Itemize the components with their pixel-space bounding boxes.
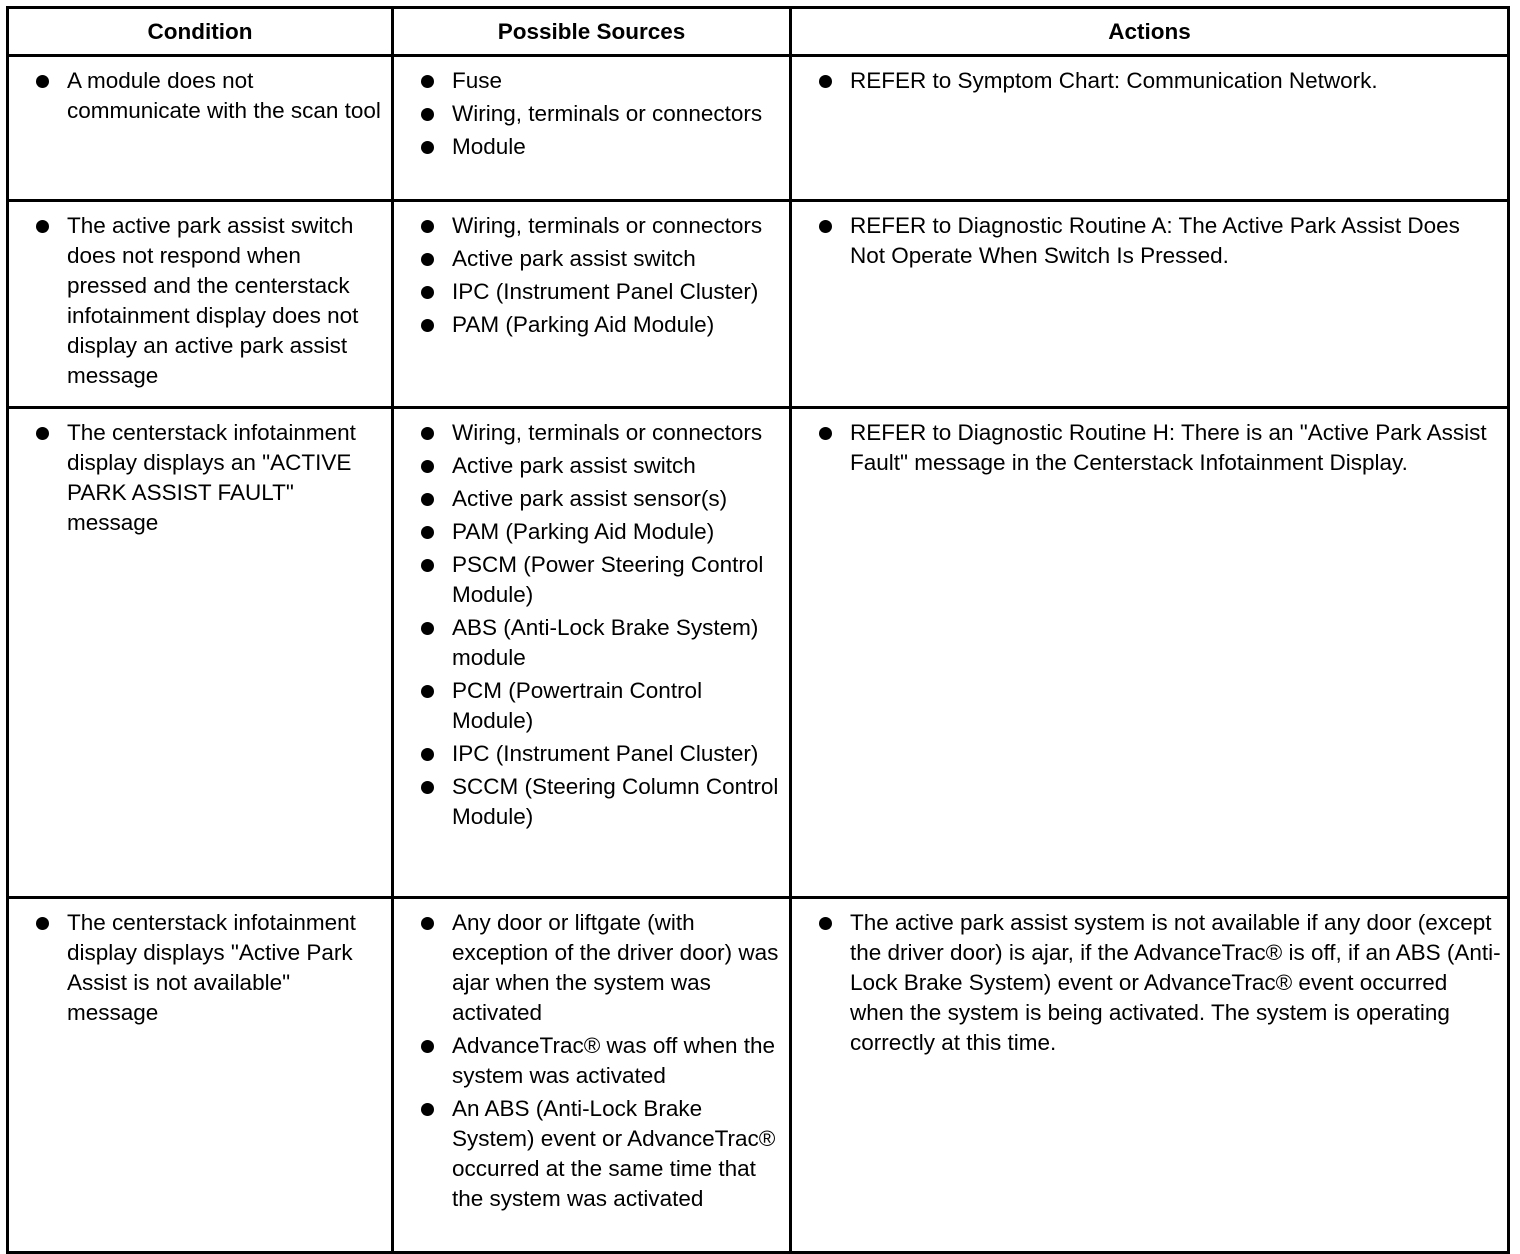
action-item-text: REFER to Symptom Chart: Communication Network. bbox=[850, 68, 1378, 93]
bullet-icon bbox=[421, 781, 434, 794]
condition-cell bbox=[8, 898, 393, 1253]
source-item bbox=[394, 1094, 783, 1214]
bullet-list bbox=[394, 211, 783, 340]
table-row bbox=[8, 56, 1509, 201]
source-item-text: IPC (Instrument Panel Cluster) bbox=[452, 279, 759, 304]
bullet-list bbox=[9, 211, 385, 391]
actions-cell bbox=[791, 56, 1509, 201]
condition-item-text: The active park assist switch does not respond when pressed and the centerstack infotainment display does not display an active park assist message bbox=[67, 213, 359, 388]
table-row bbox=[8, 408, 1509, 898]
bullet-icon bbox=[421, 917, 434, 930]
bullet-icon bbox=[421, 1040, 434, 1053]
source-item-text: IPC (Instrument Panel Cluster) bbox=[452, 741, 759, 766]
action-item-text: REFER to Diagnostic Routine A: The Active Park Assist Does Not Operate When Switch Is Pressed. bbox=[850, 213, 1460, 268]
header-actions: Actions bbox=[791, 8, 1509, 56]
bullet-icon bbox=[819, 917, 832, 930]
bullet-list bbox=[792, 418, 1501, 478]
source-item bbox=[394, 418, 783, 448]
source-item bbox=[394, 772, 783, 832]
source-item bbox=[394, 739, 783, 769]
source-item-text: Fuse bbox=[452, 68, 503, 93]
bullet-list bbox=[792, 66, 1501, 96]
symptom-table bbox=[6, 6, 1510, 1254]
source-item-text: Wiring, terminals or connectors bbox=[452, 101, 763, 126]
action-item-text: The active park assist system is not available if any door (except the driver door) is ajar, if the AdvanceTrac® is off, if an ABS (Anti-Lock Brake System) event or AdvanceTrac® event occurred when the system is being activated. The system is operating correctly at this time. bbox=[850, 910, 1501, 1055]
source-item bbox=[394, 676, 783, 736]
condition-cell bbox=[8, 56, 393, 201]
bullet-list bbox=[792, 211, 1501, 271]
condition-item bbox=[9, 211, 385, 391]
source-item-text: Module bbox=[452, 134, 526, 159]
source-item-text: SCCM (Steering Column Control Module) bbox=[452, 774, 779, 829]
bullet-icon bbox=[421, 75, 434, 88]
header-condition: Condition bbox=[8, 8, 393, 56]
condition-cell bbox=[8, 408, 393, 898]
possible-sources-cell bbox=[393, 201, 791, 408]
bullet-icon bbox=[421, 319, 434, 332]
bullet-icon bbox=[421, 220, 434, 233]
source-item bbox=[394, 277, 783, 307]
source-item bbox=[394, 517, 783, 547]
condition-cell bbox=[8, 201, 393, 408]
actions-cell bbox=[791, 898, 1509, 1253]
table-body bbox=[8, 56, 1509, 1253]
condition-item-text: The centerstack infotainment display displays an "ACTIVE PARK ASSIST FAULT" message bbox=[67, 420, 356, 535]
bullet-icon bbox=[421, 748, 434, 761]
source-item bbox=[394, 908, 783, 1028]
source-item bbox=[394, 99, 783, 129]
bullet-icon bbox=[421, 427, 434, 440]
condition-item bbox=[9, 908, 385, 1028]
source-item bbox=[394, 211, 783, 241]
bullet-icon bbox=[421, 108, 434, 121]
action-item bbox=[792, 211, 1501, 271]
condition-item-text: The centerstack infotainment display displays "Active Park Assist is not available" message bbox=[67, 910, 356, 1025]
source-item-text: Wiring, terminals or connectors bbox=[452, 213, 763, 238]
bullet-icon bbox=[36, 75, 49, 88]
bullet-icon bbox=[421, 559, 434, 572]
source-item-text: Any door or liftgate (with exception of the driver door) was ajar when the system was activated bbox=[452, 910, 779, 1025]
action-item bbox=[792, 908, 1501, 1058]
possible-sources-cell bbox=[393, 898, 791, 1253]
bullet-icon bbox=[421, 460, 434, 473]
bullet-list bbox=[394, 908, 783, 1214]
action-item-text: REFER to Diagnostic Routine H: There is an "Active Park Assist Fault" message in the Centerstack Infotainment Display. bbox=[850, 420, 1487, 475]
actions-cell bbox=[791, 408, 1509, 898]
possible-sources-cell bbox=[393, 56, 791, 201]
source-item-text: Wiring, terminals or connectors bbox=[452, 420, 763, 445]
action-item bbox=[792, 66, 1501, 96]
source-item-text: AdvanceTrac® was off when the system was activated bbox=[452, 1033, 775, 1088]
bullet-icon bbox=[421, 253, 434, 266]
bullet-list bbox=[394, 66, 783, 162]
source-item bbox=[394, 1031, 783, 1091]
bullet-icon bbox=[819, 220, 832, 233]
actions-cell bbox=[791, 201, 1509, 408]
source-item bbox=[394, 484, 783, 514]
table-row bbox=[8, 898, 1509, 1253]
condition-item bbox=[9, 66, 385, 126]
bullet-list bbox=[394, 418, 783, 832]
bullet-icon bbox=[421, 141, 434, 154]
bullet-icon bbox=[421, 526, 434, 539]
source-item-text: PCM (Powertrain Control Module) bbox=[452, 678, 703, 733]
bullet-icon bbox=[421, 286, 434, 299]
source-item bbox=[394, 310, 783, 340]
bullet-icon bbox=[421, 685, 434, 698]
bullet-list bbox=[9, 908, 385, 1028]
bullet-list bbox=[9, 418, 385, 538]
bullet-icon bbox=[421, 622, 434, 635]
header-possible-sources: Possible Sources bbox=[393, 8, 791, 56]
source-item-text: Active park assist switch bbox=[452, 246, 696, 271]
source-item bbox=[394, 132, 783, 162]
bullet-icon bbox=[36, 427, 49, 440]
source-item bbox=[394, 451, 783, 481]
bullet-icon bbox=[421, 493, 434, 506]
source-item-text: PAM (Parking Aid Module) bbox=[452, 519, 715, 544]
possible-sources-cell bbox=[393, 408, 791, 898]
bullet-icon bbox=[421, 1103, 434, 1116]
condition-item bbox=[9, 418, 385, 538]
bullet-list bbox=[9, 66, 385, 126]
source-item bbox=[394, 66, 783, 96]
source-item-text: PSCM (Power Steering Control Module) bbox=[452, 552, 764, 607]
action-item bbox=[792, 418, 1501, 478]
bullet-icon bbox=[819, 75, 832, 88]
table-row bbox=[8, 201, 1509, 408]
source-item-text: PAM (Parking Aid Module) bbox=[452, 312, 715, 337]
bullet-icon bbox=[819, 427, 832, 440]
source-item-text: Active park assist switch bbox=[452, 453, 696, 478]
header-row bbox=[8, 8, 1509, 56]
bullet-list bbox=[792, 908, 1501, 1058]
source-item bbox=[394, 550, 783, 610]
source-item bbox=[394, 613, 783, 673]
source-item bbox=[394, 244, 783, 274]
bullet-icon bbox=[36, 220, 49, 233]
source-item-text: Active park assist sensor(s) bbox=[452, 486, 728, 511]
condition-item-text: A module does not communicate with the scan tool bbox=[67, 68, 381, 123]
source-item-text: An ABS (Anti-Lock Brake System) event or AdvanceTrac® occurred at the same time that the system was activated bbox=[452, 1096, 776, 1211]
source-item-text: ABS (Anti-Lock Brake System) module bbox=[452, 615, 759, 670]
bullet-icon bbox=[36, 917, 49, 930]
